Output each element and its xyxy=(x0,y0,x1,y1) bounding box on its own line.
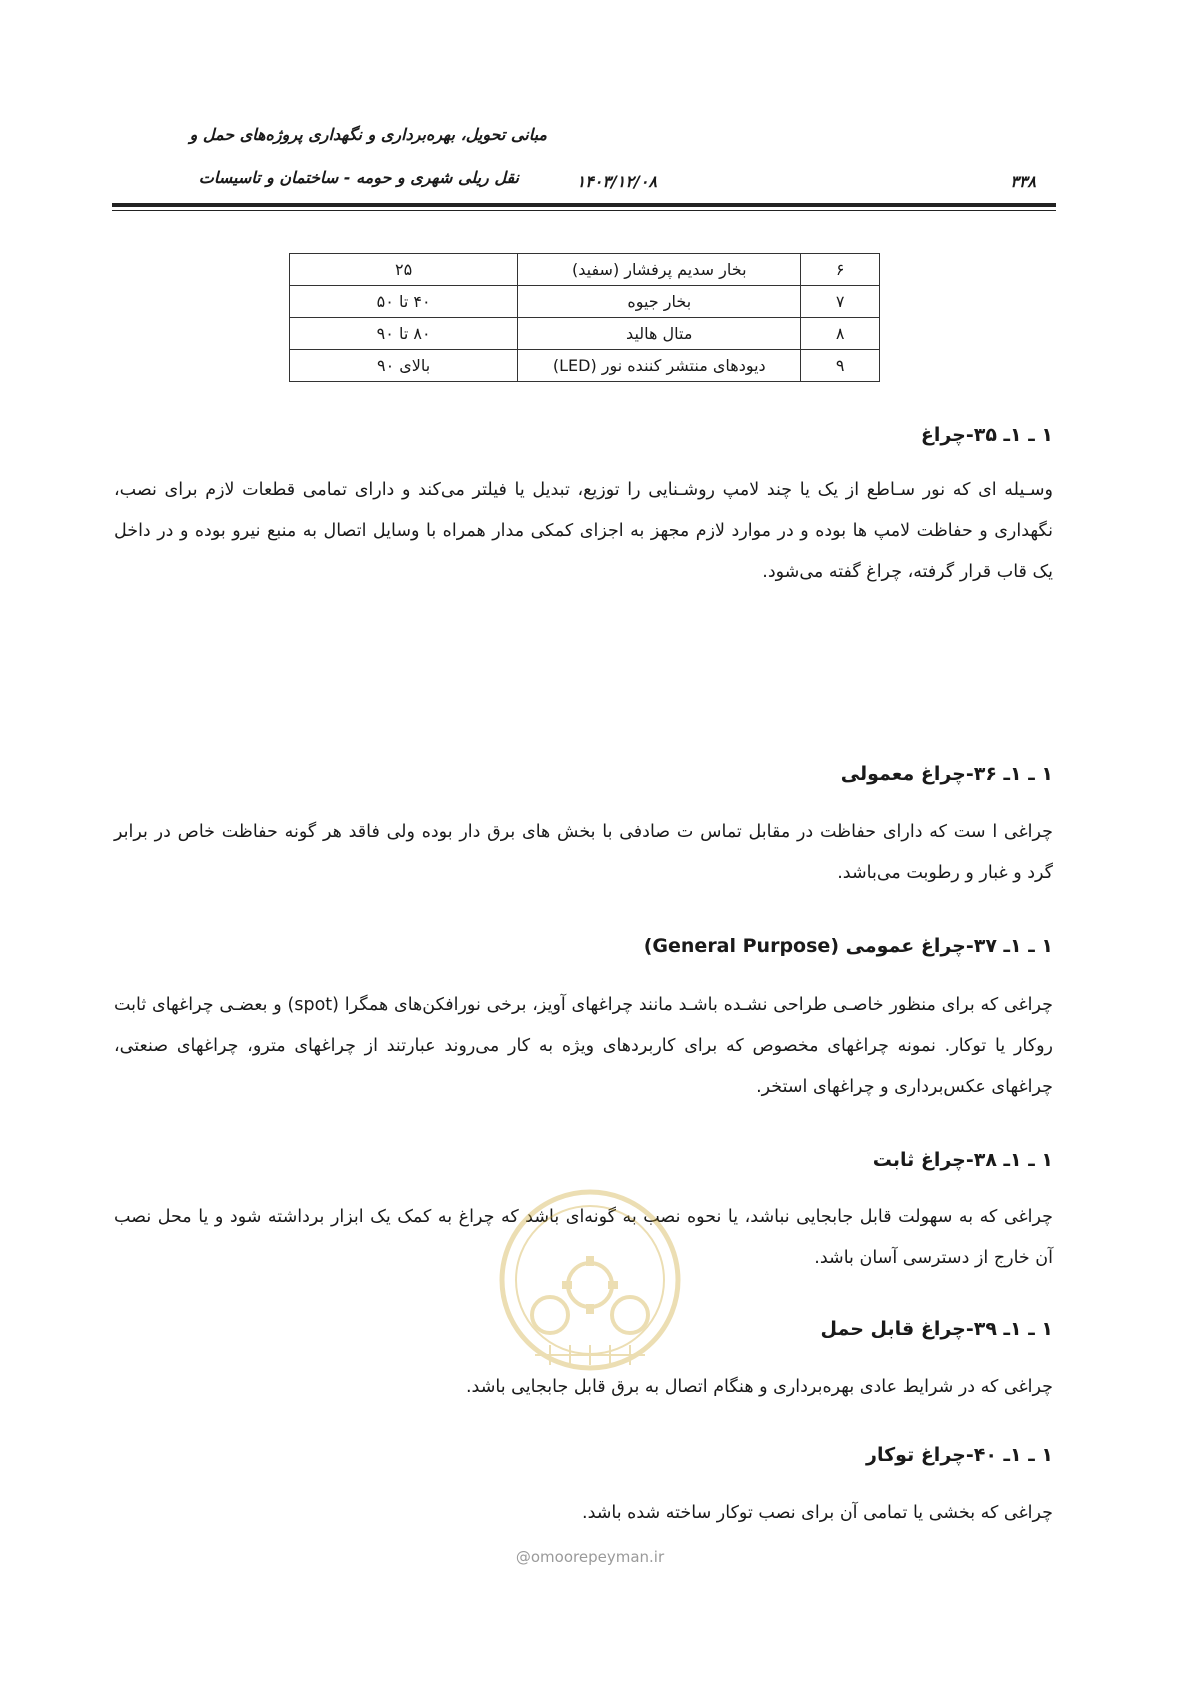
table-cell-lamp-type: بخار جیوه xyxy=(518,286,801,318)
table-cell-no: ۷ xyxy=(801,286,880,318)
table-row xyxy=(290,254,880,286)
header-title-line1: مبانی تحویل، بهره‌برداری و نگهداری پروژه‌های حمل و xyxy=(189,125,547,144)
header-rule-thin xyxy=(112,210,1056,211)
section-body-39: چراغی که در شرایط عادی بهره‌برداری و هنگام اتصال به برق قابل جابجایی باشد. xyxy=(465,1377,1053,1397)
section-heading-35: ۱ ـ ۱ـ ۳۵-چراغ xyxy=(920,424,1053,446)
watermark-url: @omoorepeyman.ir xyxy=(515,1548,665,1566)
table-cell-lamp-type: متال هالید xyxy=(518,318,801,350)
section-body-40: چراغی که بخشی یا تمامی آن برای نصب توکار ساخته شده باشد. xyxy=(582,1503,1053,1523)
section-body-38: چراغی که به سهولت قابل جابجایی نباشد، یا نحوه نصب به گونه‌ای باشد که چراغ به کمک یک ابزار برداشته شود و یا محل نصب آن خارج از دسترسی آسان باشد. xyxy=(114,1207,1053,1268)
table-cell-value: ۸۰ تا ۹۰ xyxy=(290,318,518,350)
table-cell-value: ۲۵ xyxy=(290,254,518,286)
watermark-logo xyxy=(490,1160,690,1400)
lamp-table xyxy=(289,253,880,382)
header-title-line2: نقل ریلی شهری و حومه - ساختمان و تاسیسات xyxy=(198,168,519,187)
section-body-37: چراغی که برای منظور خاصـی طراحی نشـده باشـد مانند چراغهای آویز، برخی نورافکن‌های همگرا (spot) و بعضـی چراغهای ثابت روکار یا توکار. نمونه چراغهای مخصوص که برای کاربردهای ویژه به کار می‌روند عبارتند از چراغهای مترو، چراغهای صنعتی، چراغهای عکس‌برداری و چراغهای استخر. xyxy=(114,995,1054,1097)
header-date: ۱۴۰۳/۱۲/۰۸ xyxy=(576,172,657,191)
section-heading-37: ۱ ـ ۱ـ ۳۷-چراغ عمومی (General Purpose) xyxy=(643,935,1053,957)
table-cell-value: بالای ۹۰ xyxy=(290,350,518,382)
section-body-36: چراغی ا ست که دارای حفاظت در مقابل تماس ت صادفی با بخش های برق دار بوده ولی فاقد هر گونه حفاظت خاص در برابر گرد و غبار و رطوبت می‌باشد. xyxy=(114,822,1053,883)
section-body-35: وسـیله ای که نور سـاطع از یک یا چند لامپ روشـنایی را توزیع، تبدیل یا فیلتر می‌کند و دارای تمامی قطعات لازم برای نصب، نگهداری و حفاظت لامپ ها بوده و در موارد لازم مجهز به اجزای کمکی مدار همراه با وسایل اتصال به منبع نیرو بوده و در داخل یک قاب قرار گرفته، چراغ گفته می‌شود. xyxy=(114,480,1053,582)
table-cell-lamp-type: دیودهای منتشر کننده نور (LED) xyxy=(518,350,801,382)
table-cell-value: ۴۰ تا ۵۰ xyxy=(290,286,518,318)
table-cell-no: ۹ xyxy=(801,350,880,382)
header-rule-thick xyxy=(112,203,1056,207)
section-heading-36: ۱ ـ ۱ـ ۳۶-چراغ معمولی xyxy=(840,763,1053,785)
table-row xyxy=(290,286,880,318)
section-heading-38: ۱ ـ ۱ـ ۳۸-چراغ ثابت xyxy=(872,1149,1053,1171)
table-row xyxy=(290,318,880,350)
table-cell-no: ۸ xyxy=(801,318,880,350)
section-heading-39: ۱ ـ ۱ـ ۳۹-چراغ قابل حمل xyxy=(820,1318,1053,1340)
table-row xyxy=(290,350,880,382)
table-cell-lamp-type: بخار سدیم پرفشار (سفید) xyxy=(518,254,801,286)
page-number: ۳۳۸ xyxy=(1010,172,1036,191)
section-heading-40: ۱ ـ ۱ـ ۴۰-چراغ توکار xyxy=(866,1444,1053,1466)
table-cell-no: ۶ xyxy=(801,254,880,286)
